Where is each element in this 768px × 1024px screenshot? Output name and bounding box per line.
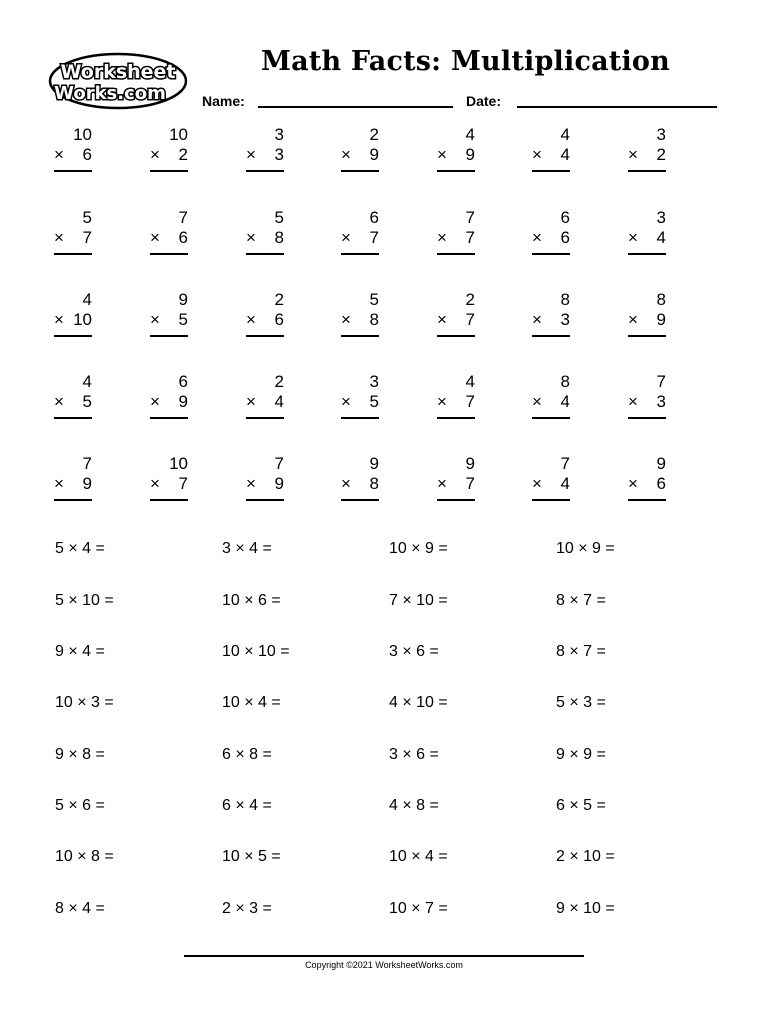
multiplier (246, 310, 284, 330)
vertical-problem (628, 125, 668, 173)
multiplier-value: 3 (656, 392, 666, 411)
multiplier-value: 6 (178, 228, 188, 247)
multiplier-value: 2 (656, 145, 666, 164)
vertical-problem (150, 454, 190, 502)
horizontal-problem: 5 × 4 = (55, 540, 105, 557)
vertical-problem (437, 372, 477, 420)
multiplicand: 2 (465, 290, 475, 309)
times-sign: × (246, 474, 256, 493)
multiplier (150, 310, 188, 330)
multiplicand: 8 (656, 290, 666, 309)
multiplicand: 7 (178, 208, 188, 227)
vertical-problem (628, 208, 668, 256)
multiplier (437, 228, 475, 248)
multiplicand: 7 (274, 454, 284, 473)
times-sign: × (150, 392, 160, 411)
horizontal-problem: 10 × 4 = (389, 848, 448, 865)
horizontal-problem: 10 × 8 = (55, 848, 114, 865)
answer-line[interactable] (532, 499, 570, 501)
answer-line[interactable] (150, 417, 188, 419)
multiplier-value: 6 (274, 310, 284, 329)
multiplier (437, 474, 475, 494)
multiplier (246, 474, 284, 494)
multiplicand: 7 (465, 208, 475, 227)
multiplicand: 6 (178, 372, 188, 391)
answer-line[interactable] (532, 253, 570, 255)
multiplier (54, 474, 92, 494)
multiplier-value: 7 (82, 228, 92, 247)
answer-line[interactable] (628, 499, 666, 501)
multiplier (150, 145, 188, 165)
multiplier-value: 4 (560, 474, 570, 493)
times-sign: × (246, 228, 256, 247)
multiplicand: 9 (465, 454, 475, 473)
multiplier-value: 9 (274, 474, 284, 493)
multiplier-value: 3 (274, 145, 284, 164)
times-sign: × (628, 228, 638, 247)
answer-line[interactable] (54, 170, 92, 172)
multiplier (628, 310, 666, 330)
multiplicand: 9 (369, 454, 379, 473)
horizontal-problem: 10 × 3 = (55, 694, 114, 711)
times-sign: × (532, 228, 542, 247)
multiplicand: 10 (169, 125, 188, 144)
times-sign: × (628, 392, 638, 411)
multiplier (628, 145, 666, 165)
multiplier-value: 5 (178, 310, 188, 329)
multiplier-value: 6 (656, 474, 666, 493)
answer-line[interactable] (628, 253, 666, 255)
multiplicand: 5 (274, 208, 284, 227)
answer-line[interactable] (437, 170, 475, 172)
horizontal-problem: 10 × 9 = (556, 540, 615, 557)
horizontal-problem: 10 × 6 = (222, 592, 281, 609)
vertical-problem (437, 454, 477, 502)
times-sign: × (54, 145, 64, 164)
times-sign: × (437, 228, 447, 247)
multiplicand: 4 (82, 290, 92, 309)
answer-line[interactable] (246, 417, 284, 419)
horizontal-problem: 2 × 10 = (556, 848, 615, 865)
vertical-problem (532, 372, 572, 420)
vertical-problem (246, 372, 286, 420)
multiplicand: 7 (82, 454, 92, 473)
vertical-problem (246, 125, 286, 173)
answer-line[interactable] (628, 417, 666, 419)
vertical-problem (437, 208, 477, 256)
answer-line[interactable] (54, 253, 92, 255)
multiplier (437, 310, 475, 330)
horizontal-problem: 5 × 10 = (55, 592, 114, 609)
logo-text-line2: Works.com (54, 83, 166, 104)
answer-line[interactable] (532, 170, 570, 172)
answer-line[interactable] (246, 499, 284, 501)
name-field[interactable] (258, 106, 453, 108)
multiplier (54, 310, 92, 330)
horizontal-problem: 7 × 10 = (389, 592, 448, 609)
times-sign: × (246, 145, 256, 164)
multiplicand: 10 (169, 454, 188, 473)
multiplier-value: 10 (73, 310, 92, 329)
times-sign: × (628, 145, 638, 164)
multiplier (532, 310, 570, 330)
multiplier (532, 145, 570, 165)
horizontal-problem: 5 × 6 = (55, 797, 105, 814)
times-sign: × (54, 310, 64, 329)
multiplicand: 3 (274, 125, 284, 144)
vertical-problem (246, 290, 286, 338)
times-sign: × (150, 145, 160, 164)
vertical-problem (341, 454, 381, 502)
multiplier-value: 8 (274, 228, 284, 247)
horizontal-problem: 3 × 4 = (222, 540, 272, 557)
multiplier-value: 9 (178, 392, 188, 411)
multiplicand: 6 (560, 208, 570, 227)
multiplicand: 4 (82, 372, 92, 391)
answer-line[interactable] (532, 417, 570, 419)
horizontal-problem: 8 × 7 = (556, 592, 606, 609)
times-sign: × (532, 392, 542, 411)
vertical-problem (532, 208, 572, 256)
multiplier-value: 6 (560, 228, 570, 247)
vertical-problem (628, 372, 668, 420)
answer-line[interactable] (628, 335, 666, 337)
answer-line[interactable] (532, 335, 570, 337)
multiplier (246, 392, 284, 412)
date-field[interactable] (517, 106, 717, 108)
answer-line[interactable] (437, 253, 475, 255)
answer-line[interactable] (150, 499, 188, 501)
vertical-problem (150, 208, 190, 256)
worksheetworks-logo (48, 52, 188, 110)
vertical-problem (150, 125, 190, 173)
times-sign: × (341, 474, 351, 493)
multiplier (54, 392, 92, 412)
times-sign: × (341, 310, 351, 329)
answer-line[interactable] (341, 253, 379, 255)
vertical-problem (246, 208, 286, 256)
multiplier-value: 4 (656, 228, 666, 247)
vertical-problem (437, 290, 477, 338)
vertical-problem (246, 454, 286, 502)
answer-line[interactable] (246, 253, 284, 255)
horizontal-problem: 6 × 5 = (556, 797, 606, 814)
multiplier-value: 9 (369, 145, 379, 164)
times-sign: × (150, 228, 160, 247)
vertical-problem (150, 372, 190, 420)
multiplier-value: 9 (656, 310, 666, 329)
vertical-problem (54, 372, 94, 420)
horizontal-problem: 9 × 8 = (55, 746, 105, 763)
answer-line[interactable] (341, 170, 379, 172)
vertical-problem (341, 290, 381, 338)
multiplier-value: 7 (465, 392, 475, 411)
vertical-problem (532, 290, 572, 338)
multiplier-value: 5 (82, 392, 92, 411)
multiplicand: 8 (560, 372, 570, 391)
times-sign: × (532, 145, 542, 164)
multiplier (150, 228, 188, 248)
vertical-problem (341, 125, 381, 173)
horizontal-problem: 4 × 8 = (389, 797, 439, 814)
times-sign: × (54, 392, 64, 411)
answer-line[interactable] (150, 253, 188, 255)
horizontal-problem: 3 × 6 = (389, 746, 439, 763)
horizontal-problem: 10 × 4 = (222, 694, 281, 711)
answer-line[interactable] (341, 417, 379, 419)
multiplier (532, 228, 570, 248)
multiplier-value: 7 (369, 228, 379, 247)
multiplier (628, 392, 666, 412)
multiplicand: 6 (369, 208, 379, 227)
horizontal-problem: 10 × 5 = (222, 848, 281, 865)
times-sign: × (54, 228, 64, 247)
multiplicand: 3 (656, 125, 666, 144)
multiplier (341, 392, 379, 412)
times-sign: × (628, 474, 638, 493)
horizontal-problem: 2 × 3 = (222, 900, 272, 917)
multiplicand: 4 (465, 125, 475, 144)
multiplicand: 3 (656, 208, 666, 227)
multiplier-value: 8 (369, 310, 379, 329)
answer-line[interactable] (341, 499, 379, 501)
times-sign: × (532, 474, 542, 493)
times-sign: × (150, 474, 160, 493)
answer-line[interactable] (628, 170, 666, 172)
horizontal-problem: 8 × 7 = (556, 643, 606, 660)
multiplier-value: 5 (369, 392, 379, 411)
multiplier (532, 392, 570, 412)
times-sign: × (54, 474, 64, 493)
horizontal-problem: 5 × 3 = (556, 694, 606, 711)
times-sign: × (437, 145, 447, 164)
multiplier-value: 3 (560, 310, 570, 329)
footer-divider (184, 955, 584, 957)
vertical-problem (54, 454, 94, 502)
multiplier-value: 7 (465, 310, 475, 329)
multiplier-value: 9 (82, 474, 92, 493)
multiplier (532, 474, 570, 494)
multiplier-value: 7 (465, 474, 475, 493)
date-label: Date: (466, 93, 502, 109)
multiplier-value: 9 (465, 145, 475, 164)
horizontal-problem: 6 × 4 = (222, 797, 272, 814)
horizontal-problem: 9 × 4 = (55, 643, 105, 660)
answer-line[interactable] (246, 335, 284, 337)
multiplicand: 7 (656, 372, 666, 391)
logo-text-line1: Worksheet (60, 61, 176, 83)
answer-line[interactable] (150, 335, 188, 337)
answer-line[interactable] (437, 417, 475, 419)
answer-line[interactable] (246, 170, 284, 172)
answer-line[interactable] (341, 335, 379, 337)
multiplier-value: 4 (274, 392, 284, 411)
vertical-problem (54, 290, 94, 338)
times-sign: × (341, 145, 351, 164)
multiplier (341, 310, 379, 330)
page-title: Math Facts: Multiplication (261, 46, 670, 77)
times-sign: × (532, 310, 542, 329)
multiplier (246, 145, 284, 165)
horizontal-problem: 6 × 8 = (222, 746, 272, 763)
vertical-problem (532, 125, 572, 173)
horizontal-problem: 10 × 9 = (389, 540, 448, 557)
times-sign: × (341, 228, 351, 247)
multiplicand: 10 (73, 125, 92, 144)
times-sign: × (246, 310, 256, 329)
vertical-problem (628, 290, 668, 338)
multiplier (150, 474, 188, 494)
times-sign: × (341, 392, 351, 411)
multiplicand: 4 (560, 125, 570, 144)
multiplier-value: 7 (178, 474, 188, 493)
multiplier-value: 2 (178, 145, 188, 164)
multiplier (437, 145, 475, 165)
multiplier-value: 4 (560, 145, 570, 164)
vertical-problem (150, 290, 190, 338)
multiplicand: 4 (465, 372, 475, 391)
answer-line[interactable] (54, 417, 92, 419)
multiplicand: 5 (82, 208, 92, 227)
horizontal-problem: 9 × 10 = (556, 900, 615, 917)
multiplier (628, 228, 666, 248)
vertical-problem (532, 454, 572, 502)
multiplicand: 9 (178, 290, 188, 309)
times-sign: × (437, 392, 447, 411)
horizontal-problem: 8 × 4 = (55, 900, 105, 917)
vertical-problem (54, 125, 94, 173)
multiplier (437, 392, 475, 412)
multiplier (341, 145, 379, 165)
answer-line[interactable] (54, 499, 92, 501)
logo-graphic (48, 52, 188, 110)
vertical-problem (341, 208, 381, 256)
answer-line[interactable] (437, 335, 475, 337)
vertical-problem (54, 208, 94, 256)
multiplicand: 9 (656, 454, 666, 473)
multiplicand: 5 (369, 290, 379, 309)
multiplier (246, 228, 284, 248)
multiplier (54, 145, 92, 165)
horizontal-problem: 9 × 9 = (556, 746, 606, 763)
name-label: Name: (202, 93, 245, 109)
times-sign: × (150, 310, 160, 329)
multiplier (628, 474, 666, 494)
multiplier (341, 474, 379, 494)
multiplicand: 2 (369, 125, 379, 144)
vertical-problem (628, 454, 668, 502)
horizontal-problem: 10 × 10 = (222, 643, 290, 660)
times-sign: × (437, 474, 447, 493)
multiplicand: 8 (560, 290, 570, 309)
multiplier-value: 7 (465, 228, 475, 247)
times-sign: × (437, 310, 447, 329)
multiplier (341, 228, 379, 248)
times-sign: × (246, 392, 256, 411)
multiplicand: 2 (274, 290, 284, 309)
answer-line[interactable] (54, 335, 92, 337)
horizontal-problem: 4 × 10 = (389, 694, 448, 711)
vertical-problem (437, 125, 477, 173)
multiplier (54, 228, 92, 248)
answer-line[interactable] (437, 499, 475, 501)
horizontal-problem: 3 × 6 = (389, 643, 439, 660)
multiplicand: 3 (369, 372, 379, 391)
horizontal-problem: 10 × 7 = (389, 900, 448, 917)
multiplier-value: 6 (82, 145, 92, 164)
multiplicand: 7 (560, 454, 570, 473)
multiplicand: 2 (274, 372, 284, 391)
vertical-problem (341, 372, 381, 420)
copyright-text: Copyright ©2021 WorksheetWorks.com (305, 960, 463, 970)
answer-line[interactable] (150, 170, 188, 172)
times-sign: × (628, 310, 638, 329)
multiplier-value: 4 (560, 392, 570, 411)
multiplier (150, 392, 188, 412)
multiplier-value: 8 (369, 474, 379, 493)
